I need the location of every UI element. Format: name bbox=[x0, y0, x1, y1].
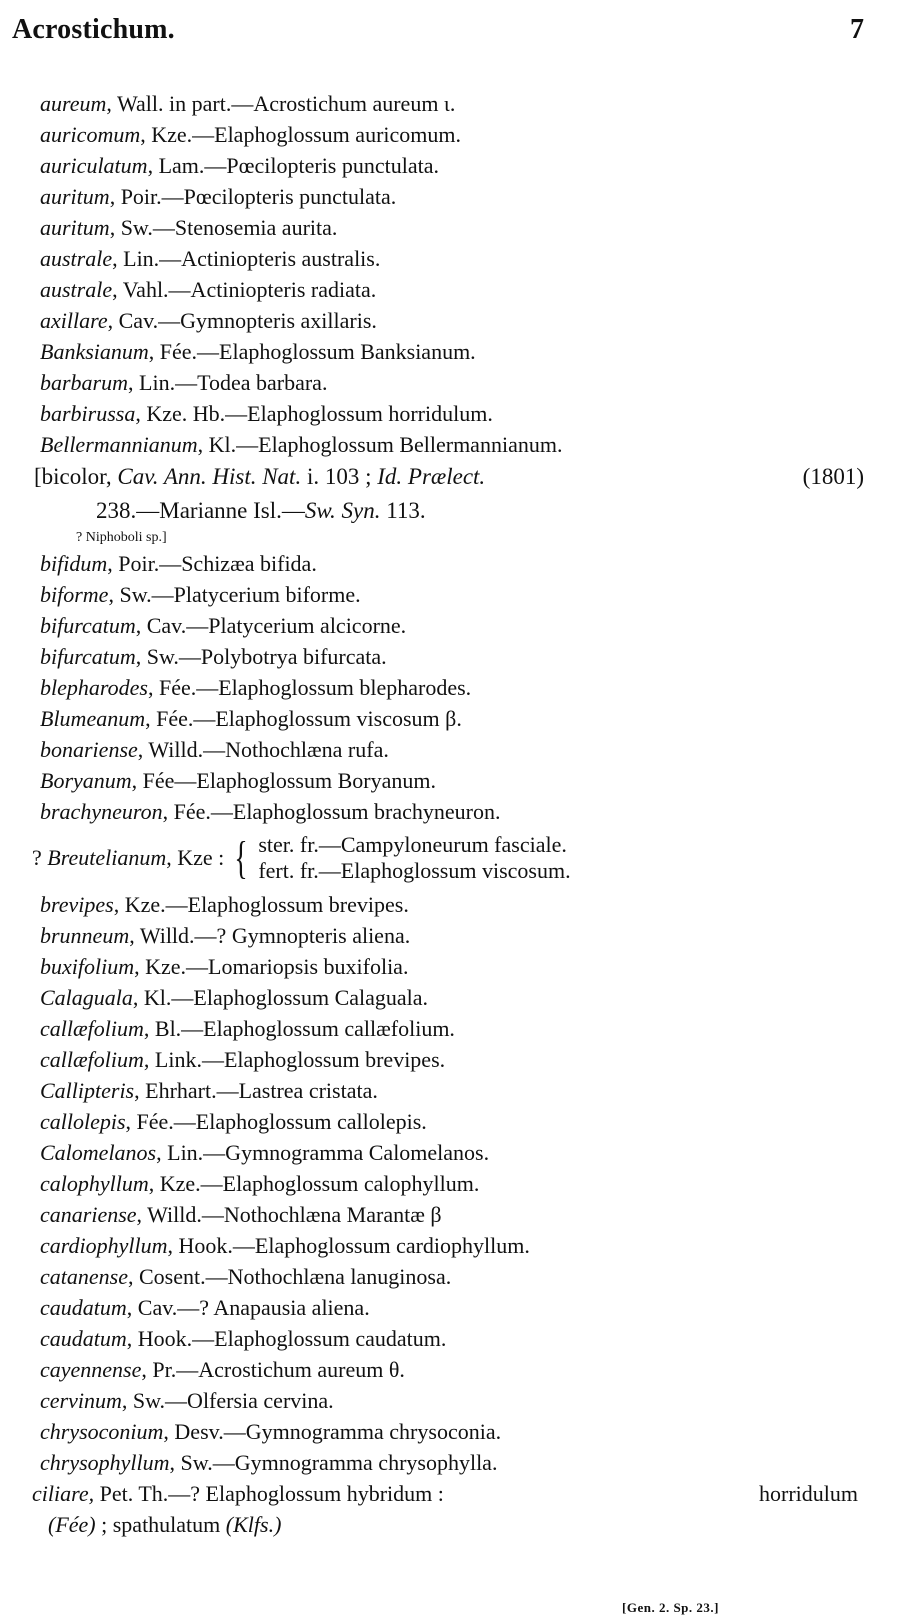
entry-reference: Fée.—Elaphoglossum brachyneuron. bbox=[173, 799, 501, 824]
entry-reference: Sw.—Stenosemia aurita. bbox=[120, 215, 338, 240]
entry-term: chrysophyllum bbox=[40, 1450, 170, 1475]
entry-term: Calaguala bbox=[40, 985, 133, 1010]
ciliare-klfs: (Klfs.) bbox=[225, 1512, 282, 1537]
entry-reference: Lam.—Pœcilopteris punctulata. bbox=[158, 153, 439, 178]
breutelianum-branch2: fert. fr.—Elaphoglossum viscosum. bbox=[258, 858, 571, 883]
entry-term: Boryanum bbox=[40, 768, 132, 793]
breutelianum-term: Breutelianum bbox=[47, 845, 167, 870]
entry-term: Blumeanum bbox=[40, 706, 146, 731]
entry-reference: Fée.—Elaphoglossum blepharodes. bbox=[158, 675, 472, 700]
entry-reference: Sw.—Olfersia cervina. bbox=[132, 1388, 334, 1413]
entry-term: cardiophyllum bbox=[40, 1233, 168, 1258]
entry-reference: Lin.—Todea barbara. bbox=[139, 370, 328, 395]
entry-reference: Cav.—? Anapausia aliena. bbox=[137, 1295, 370, 1320]
entry-term: biforme bbox=[40, 582, 109, 607]
entry-term: brevipes bbox=[40, 892, 114, 917]
entry-term: australe bbox=[40, 277, 113, 302]
index-entry: bonariense, Willd.—Nothochlæna rufa. bbox=[40, 737, 389, 762]
index-entry: brachyneuron, Fée.—Elaphoglossum brachyneuron. bbox=[40, 799, 501, 824]
entry-reference: Cosent.—Nothochlæna lanuginosa. bbox=[138, 1264, 452, 1289]
index-entry: auriculatum, Lam.—Pœcilopteris punctulata. bbox=[40, 153, 439, 178]
entry-term: Banksianum bbox=[40, 339, 149, 364]
entry-reference: Sw.—Polybotrya bifurcata. bbox=[146, 644, 387, 669]
index-entry: aureum, Wall. in part.—Acrostichum aureum ι. bbox=[40, 91, 456, 116]
ciliare-entry bbox=[32, 1478, 880, 1540]
entry-term: auricomum bbox=[40, 122, 141, 147]
bicolor-mid1: i. 103 ; bbox=[306, 464, 372, 489]
entry-reference: Fée—Elaphoglossum Boryanum. bbox=[142, 768, 436, 793]
index-entry: Calomelanos, Lin.—Gymnogramma Calomelanos. bbox=[40, 1140, 490, 1165]
ciliare-term: ciliare, bbox=[32, 1481, 95, 1506]
entry-term: canariense bbox=[40, 1202, 137, 1227]
ciliare-fee: (Fée) bbox=[48, 1512, 96, 1537]
entry-reference: Hook.—Elaphoglossum caudatum. bbox=[137, 1326, 447, 1351]
ciliare-semi: ; spathulatum bbox=[95, 1512, 226, 1537]
index-entry: auritum, Sw.—Stenosemia aurita. bbox=[40, 215, 338, 240]
bicolor-year: (1801) bbox=[802, 464, 864, 489]
entry-reference: Kze.—Elaphoglossum calophyllum. bbox=[159, 1171, 480, 1196]
index-entry: auricomum, Kze.—Elaphoglossum auricomum. bbox=[40, 122, 461, 147]
entry-term: callolepis bbox=[40, 1109, 126, 1134]
ciliare-end: horridulum bbox=[759, 1481, 858, 1506]
page-number: 7 bbox=[850, 14, 864, 45]
index-entry: cayennense, Pr.—Acrostichum aureum θ. bbox=[40, 1357, 405, 1382]
index-entry: axillare, Cav.—Gymnopteris axillaris. bbox=[40, 308, 377, 333]
index-entry: blepharodes, Fée.—Elaphoglossum blepharodes. bbox=[40, 675, 472, 700]
entry-term: chrysoconium bbox=[40, 1419, 164, 1444]
entry-reference: Willd.—Nothochlæna Marantæ β bbox=[147, 1202, 442, 1227]
entry-term: bifurcatum bbox=[40, 644, 136, 669]
entry-term: bonariense bbox=[40, 737, 138, 762]
index-entry: caudatum, Cav.—? Anapausia aliena. bbox=[40, 1295, 370, 1320]
entry-reference: Ehrhart.—Lastrea cristata. bbox=[145, 1078, 378, 1103]
entry-reference: Sw.—Platycerium biforme. bbox=[119, 582, 361, 607]
entry-term: bifurcatum bbox=[40, 613, 136, 638]
bicolor-note: ? Niphoboli sp.] bbox=[76, 530, 167, 545]
index-entry: Calaguala, Kl.—Elaphoglossum Calaguala. bbox=[40, 985, 429, 1010]
entry-reference: Kze.—Elaphoglossum auricomum. bbox=[151, 122, 461, 147]
entry-reference: Fée.—Elaphoglossum Banksianum. bbox=[159, 339, 476, 364]
breutelianum-branch1: ster. fr.—Campyloneurum fasciale. bbox=[258, 832, 567, 857]
entry-reference: Pr.—Acrostichum aureum θ. bbox=[152, 1357, 405, 1382]
entry-reference: Link.—Elaphoglossum brevipes. bbox=[154, 1047, 446, 1072]
index-entry: Banksianum, Fée.—Elaphoglossum Banksianum. bbox=[40, 339, 476, 364]
breutelianum-author: Kze : bbox=[177, 845, 225, 870]
entry-term: auritum bbox=[40, 184, 110, 209]
entry-reference: Lin.—Gymnogramma Calomelanos. bbox=[167, 1140, 490, 1165]
entry-term: australe bbox=[40, 246, 113, 271]
entry-reference: Poir.—Pœcilopteris punctulata. bbox=[120, 184, 397, 209]
index-entry: cervinum, Sw.—Olfersia cervina. bbox=[40, 1388, 334, 1413]
entry-reference: Willd.—? Gymnopteris aliena. bbox=[139, 923, 411, 948]
index-entry: bifurcatum, Cav.—Platycerium alcicorne. bbox=[40, 613, 407, 638]
entry-term: catanense bbox=[40, 1264, 128, 1289]
entry-reference: Kl.—Elaphoglossum Calaguala. bbox=[143, 985, 429, 1010]
index-entry: calophyllum, Kze.—Elaphoglossum calophyllum. bbox=[40, 1171, 480, 1196]
index-entry: barbarum, Lin.—Todea barbara. bbox=[40, 370, 328, 395]
index-entry: Bellermannianum, Kl.—Elaphoglossum Bellermannianum. bbox=[40, 432, 563, 457]
index-entry: catanense, Cosent.—Nothochlæna lanuginosa. bbox=[40, 1264, 452, 1289]
entry-reference: Kze.—Lomariopsis buxifolia. bbox=[145, 954, 409, 979]
index-entry: bifurcatum, Sw.—Polybotrya bifurcata. bbox=[40, 644, 387, 669]
page-header bbox=[12, 14, 864, 54]
bicolor-ref3: Sw. Syn. bbox=[304, 498, 381, 523]
index-entry: auritum, Poir.—Pœcilopteris punctulata. bbox=[40, 184, 397, 209]
index-entry: australe, Lin.—Actiniopteris australis. bbox=[40, 246, 381, 271]
ciliare-mid: Pet. Th.—? Elaphoglossum hybridum : bbox=[99, 1481, 444, 1506]
entry-term: caudatum bbox=[40, 1326, 127, 1351]
entry-reference: Cav.—Platycerium alcicorne. bbox=[146, 613, 407, 638]
entry-term: axillare bbox=[40, 308, 108, 333]
index-entry: chrysoconium, Desv.—Gymnogramma chrysoconia. bbox=[40, 1419, 502, 1444]
entry-term: brachyneuron bbox=[40, 799, 163, 824]
entry-term: Bellermannianum bbox=[40, 432, 198, 457]
entry-reference: Bl.—Elaphoglossum callæfolium. bbox=[154, 1016, 455, 1041]
breutelianum-entry: ? Breutelianum , Kze : { ster. fr.—Campyloneurum fasciale. fert. fr.—Elaphoglossum viscosum. bbox=[32, 832, 571, 883]
entry-reference: Fée.—Elaphoglossum callolepis. bbox=[136, 1109, 427, 1134]
index-entry: canariense, Willd.—Nothochlæna Marantæ β bbox=[40, 1202, 442, 1227]
entry-reference: Fée.—Elaphoglossum viscosum β. bbox=[156, 706, 462, 731]
index-entry: callæfolium, Link.—Elaphoglossum brevipes. bbox=[40, 1047, 446, 1072]
entry-term: caudatum bbox=[40, 1295, 127, 1320]
entry-reference: Vahl.—Actiniopteris radiata. bbox=[122, 277, 377, 302]
entry-reference: Cav.—Gymnopteris axillaris. bbox=[118, 308, 377, 333]
entry-term: barbarum bbox=[40, 370, 129, 395]
index-entry: brevipes, Kze.—Elaphoglossum brevipes. bbox=[40, 892, 409, 917]
index-entry: australe, Vahl.—Actiniopteris radiata. bbox=[40, 277, 377, 302]
bicolor-ref2: Id. Prælect. bbox=[377, 464, 486, 489]
entry-reference: Kze. Hb.—Elaphoglossum horridulum. bbox=[146, 401, 493, 426]
entry-term: cayennense bbox=[40, 1357, 142, 1382]
entry-reference: Lin.—Actiniopteris australis. bbox=[123, 246, 381, 271]
breutelianum-prefix: ? bbox=[32, 845, 42, 870]
entry-reference: Willd.—Nothochlæna rufa. bbox=[148, 737, 389, 762]
entry-term: aureum bbox=[40, 91, 107, 116]
brace-glyph: { bbox=[234, 832, 248, 883]
entry-reference: Kze.—Elaphoglossum brevipes. bbox=[124, 892, 409, 917]
bicolor-open: [bicolor, bbox=[34, 464, 112, 489]
index-entry: brunneum, Willd.—? Gymnopteris aliena. bbox=[40, 923, 411, 948]
index-entry: callolepis, Fée.—Elaphoglossum callolepis. bbox=[40, 1109, 427, 1134]
entry-reference: Kl.—Elaphoglossum Bellermannianum. bbox=[208, 432, 563, 457]
index-entry: Blumeanum, Fée.—Elaphoglossum viscosum β. bbox=[40, 706, 462, 731]
entry-term: brunneum bbox=[40, 923, 130, 948]
entry-term: cervinum bbox=[40, 1388, 122, 1413]
entry-reference: Sw.—Gymnogramma chrysophylla. bbox=[180, 1450, 498, 1475]
bicolor-line2b: 113. bbox=[386, 498, 426, 523]
entry-reference: Poir.—Schizæa bifida. bbox=[118, 551, 317, 576]
signature-mark: [Gen. 2. Sp. 23.] bbox=[622, 1600, 719, 1615]
entry-term: blepharodes bbox=[40, 675, 148, 700]
bicolor-entry bbox=[34, 460, 880, 548]
index-entry: Callipteris, Ehrhart.—Lastrea cristata. bbox=[40, 1078, 378, 1103]
entry-list bbox=[32, 88, 880, 1540]
index-entry: barbirussa, Kze. Hb.—Elaphoglossum horridulum. bbox=[40, 401, 493, 426]
index-entry: cardiophyllum, Hook.—Elaphoglossum cardiophyllum. bbox=[40, 1233, 530, 1258]
index-entry: buxifolium, Kze.—Lomariopsis buxifolia. bbox=[40, 954, 409, 979]
entry-term: calophyllum bbox=[40, 1171, 149, 1196]
running-head: Acrostichum. bbox=[12, 14, 175, 45]
index-entry: bifidum, Poir.—Schizæa bifida. bbox=[40, 551, 317, 576]
index-entry: caudatum, Hook.—Elaphoglossum caudatum. bbox=[40, 1326, 447, 1351]
index-entry: callæfolium, Bl.—Elaphoglossum callæfolium. bbox=[40, 1016, 455, 1041]
entry-term: Calomelanos bbox=[40, 1140, 157, 1165]
entry-term: buxifolium bbox=[40, 954, 135, 979]
entry-term: auritum bbox=[40, 215, 110, 240]
index-entry: chrysophyllum, Sw.—Gymnogramma chrysophylla. bbox=[40, 1450, 498, 1475]
index-entry: biforme, Sw.—Platycerium biforme. bbox=[40, 582, 361, 607]
entry-term: Callipteris bbox=[40, 1078, 135, 1103]
index-entry: Boryanum, Fée—Elaphoglossum Boryanum. bbox=[40, 768, 436, 793]
entry-reference: Wall. in part.—Acrostichum aureum ι. bbox=[117, 91, 456, 116]
entry-term: barbirussa bbox=[40, 401, 136, 426]
bicolor-line2a: 238.—Marianne Isl.— bbox=[96, 498, 305, 523]
entry-term: callæfolium bbox=[40, 1016, 144, 1041]
bicolor-ref1: Cav. Ann. Hist. Nat. bbox=[117, 464, 302, 489]
entry-term: auriculatum bbox=[40, 153, 148, 178]
entry-reference: Hook.—Elaphoglossum cardiophyllum. bbox=[178, 1233, 530, 1258]
entry-term: callæfolium bbox=[40, 1047, 144, 1072]
entry-term: bifidum bbox=[40, 551, 108, 576]
entry-reference: Desv.—Gymnogramma chrysoconia. bbox=[174, 1419, 502, 1444]
